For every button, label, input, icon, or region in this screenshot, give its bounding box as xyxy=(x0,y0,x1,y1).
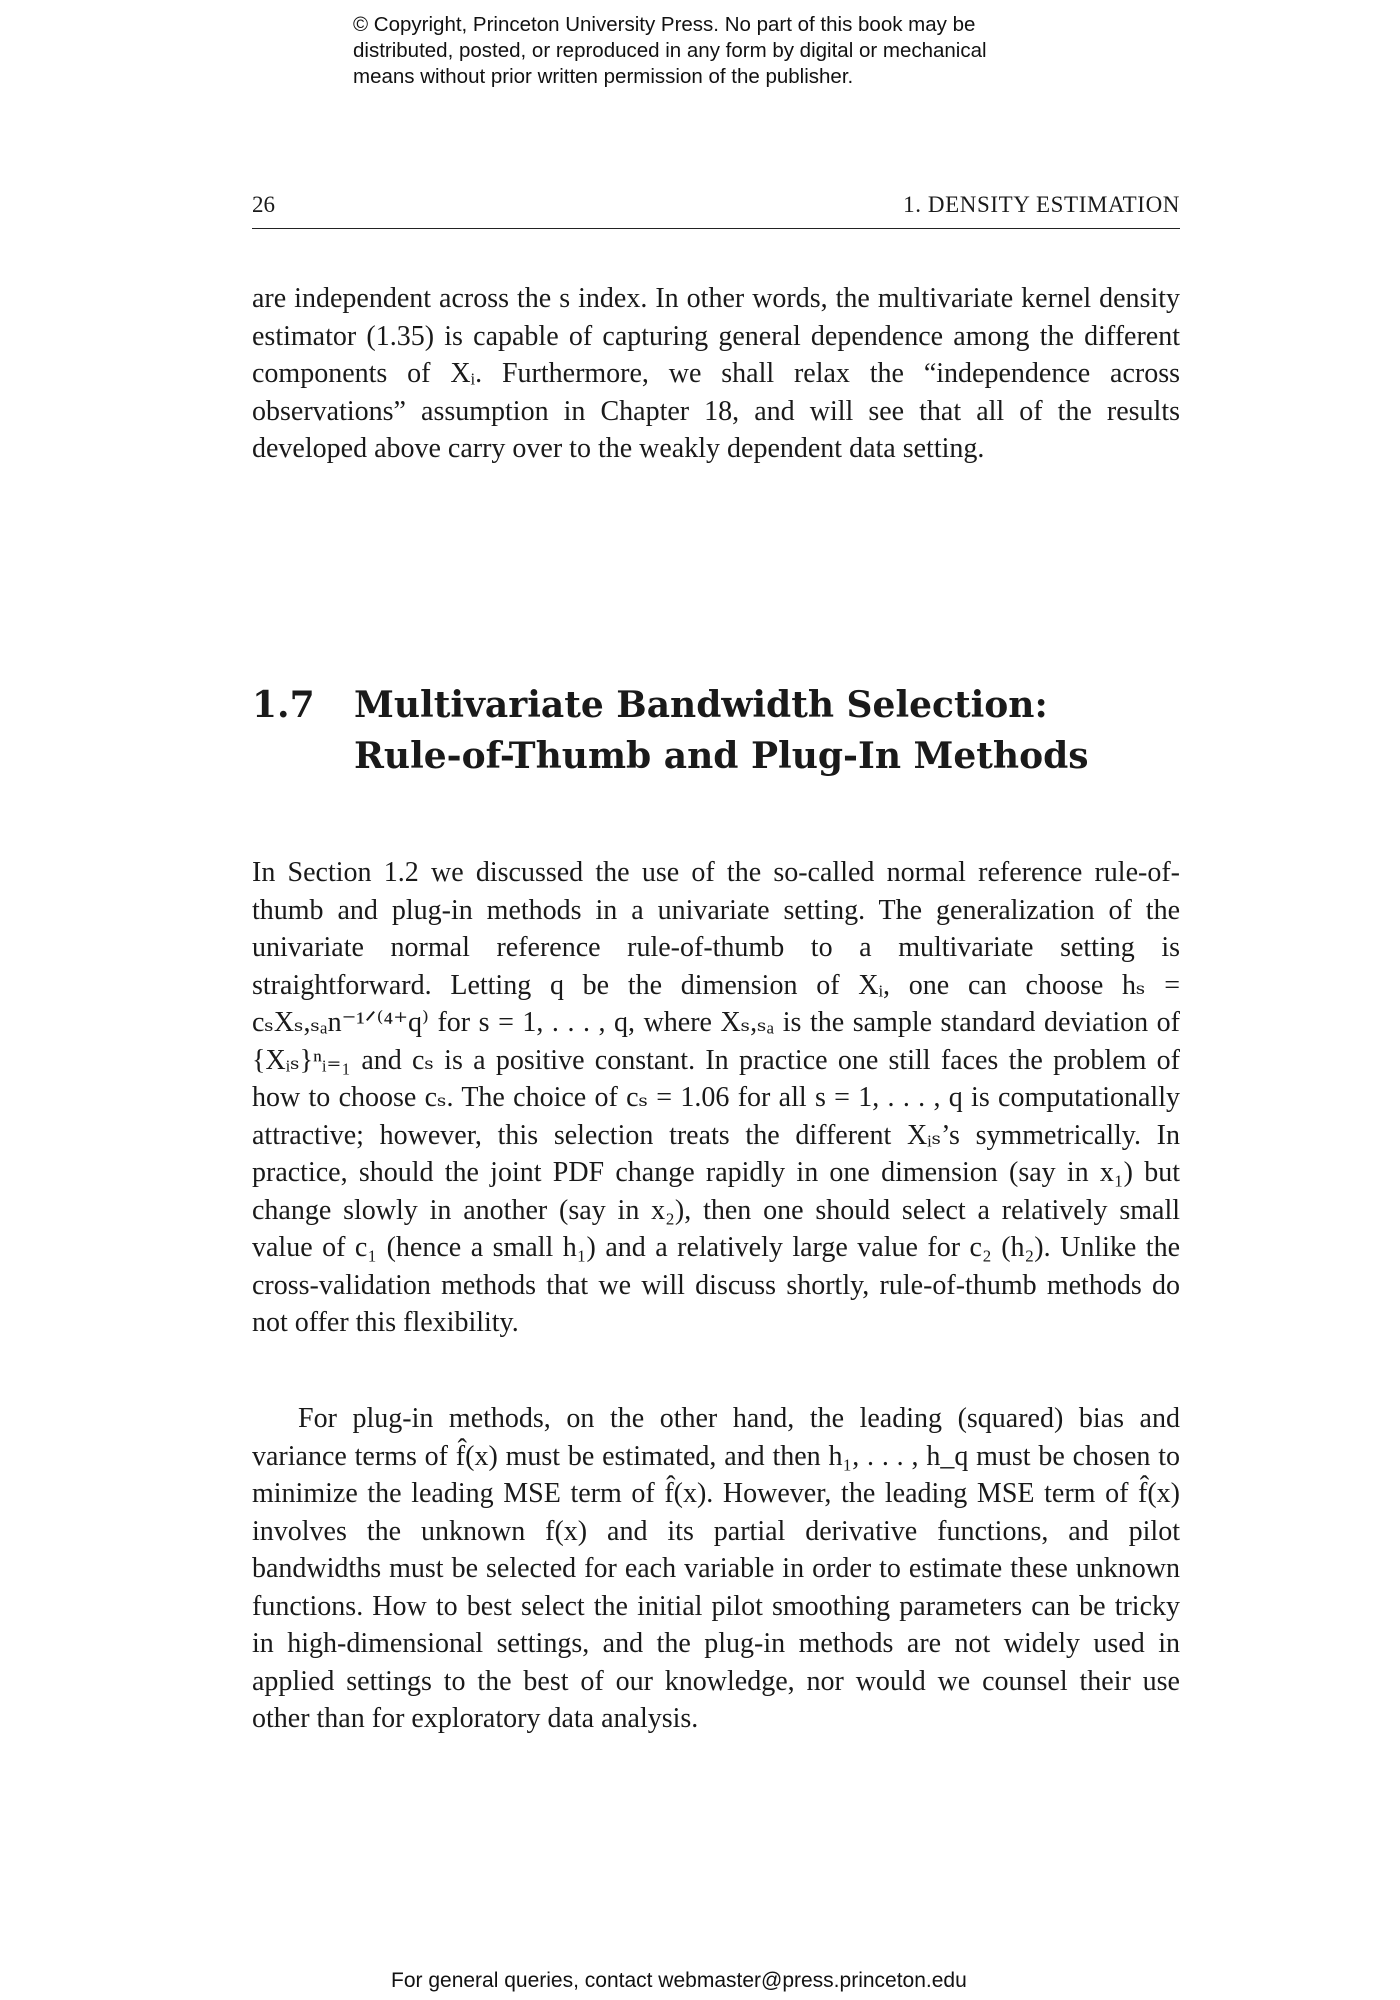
body-paragraph-3 xyxy=(252,1400,1180,1738)
copyright-line-2: distributed, posted, or reproduced in any form by digital or mechanical xyxy=(353,39,987,62)
section-number: 1.7 xyxy=(252,684,315,726)
body-paragraph-2 xyxy=(252,854,1180,1342)
section-title-line-1: Multivariate Bandwidth Selection: xyxy=(354,684,1048,726)
copyright-notice xyxy=(353,12,1073,90)
paragraph-text: are independent across the s index. In other words, the multivariate kernel density estimator (1.35) is capable of capturing general dependence among the different components of Xᵢ. Furthermore, we shall relax the “independence across observations” assumption in Chapter 18, and will see that all of the results developed above carry over to the weakly dependent data setting. xyxy=(252,283,1180,464)
paragraph-text: In Section 1.2 we discussed the use of the so-called normal reference rule-of-thumb and plug-in methods in a univariate setting. The generalization of the univariate normal reference rule-of-thumb to a multivariate setting is straightforward. Letting q be the dimension of Xᵢ, one can choose hₛ = cₛXₛ,ₛₐn⁻¹ᐟ⁽⁴⁺q⁾ for s = 1, . . . , q, where Xₛ,ₛₐ is the sample standard deviation of {Xᵢₛ}ⁿᵢ₌₁ and cₛ is a positive constant. In practice one still faces the problem of how to choose cₛ. The choice of cₛ = 1.06 for all s = 1, . . . , q is computationally attractive; however, this selection treats the different Xᵢₛ’s symmetrically. In practice, should the joint PDF change rapidly in one dimension (say in x₁) but change slowly in another (say in x₂), then one should select a relatively small value of c₁ (hence a small h₁) and a relatively large value for c₂ (h₂). Unlike the cross-validation methods that we will discuss shortly, rule-of-thumb methods do not offer this flexibility. xyxy=(252,857,1180,1338)
copyright-line-3: means without prior written permission of the publisher. xyxy=(353,65,854,88)
section-title-line-2: Rule-of-Thumb and Plug-In Methods xyxy=(354,735,1089,777)
running-header xyxy=(252,188,1180,229)
section-title xyxy=(354,680,1154,782)
paragraph-text: For plug-in methods, on the other hand, the leading (squared) bias and variance terms of f̂(x) must be estimated, and then h₁, . . . , h_q must be chosen to minimize the leading MSE term of f̂(x). However, the leading MSE term of f̂(x) involves the unknown f(x) and its partial derivative functions, and pilot bandwidths must be selected for each variable in order to estimate these unknown functions. How to best select the initial pilot smoothing parameters can be tricky in high-dimensional settings, and the plug-in methods are not widely used in applied settings to the best of our knowledge, nor would we counsel their use other than for exploratory data analysis. xyxy=(252,1403,1180,1734)
footer-notice: For general queries, contact webmaster@press.princeton.edu xyxy=(391,1969,967,1992)
body-paragraph-1 xyxy=(252,280,1180,468)
page-number: 26 xyxy=(252,192,275,217)
copyright-line-1: © Copyright, Princeton University Press. No part of this book may be xyxy=(353,13,976,36)
chapter-title: 1. DENSITY ESTIMATION xyxy=(903,192,1180,217)
